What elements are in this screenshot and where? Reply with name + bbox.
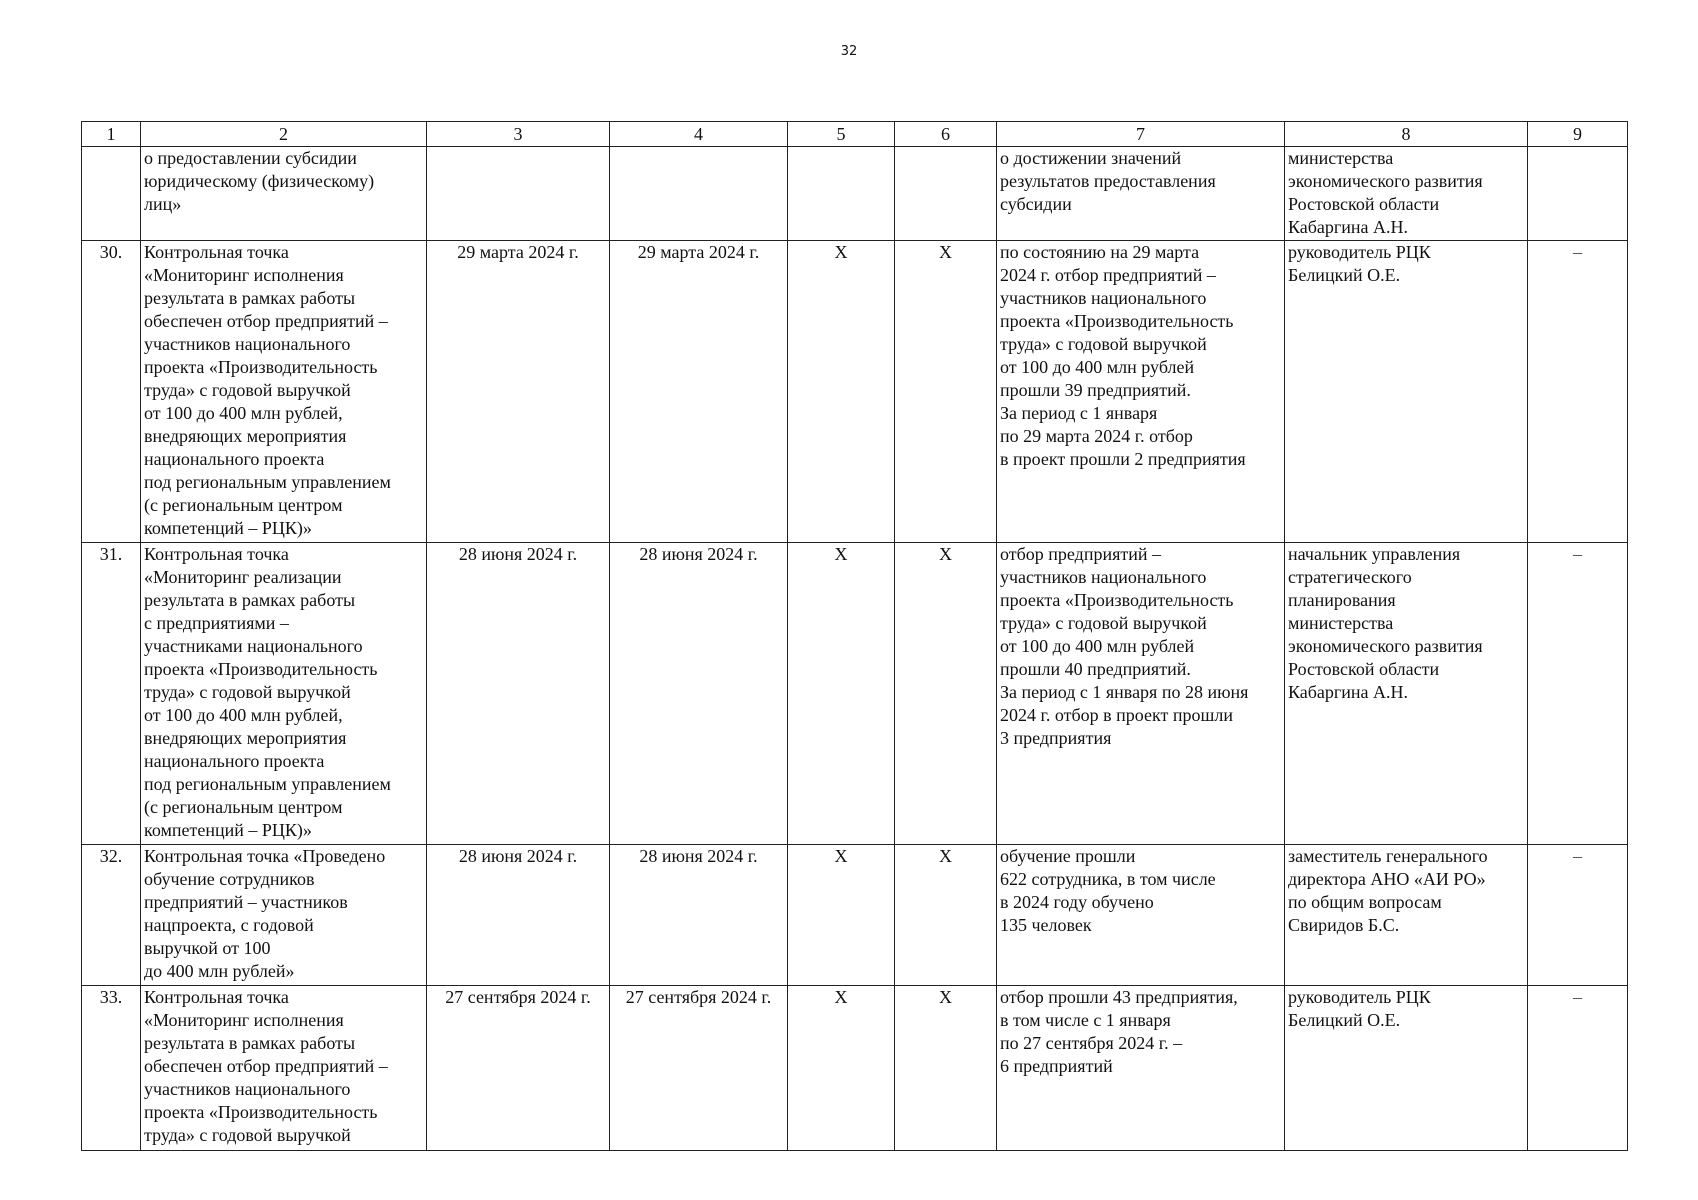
text-line: обучение сотрудников [144,869,315,889]
table-body [82,122,1628,1151]
row-number-cell: 33. [82,986,141,1151]
text-line: труда» с годовой выручкой [1000,613,1207,633]
start-date-cell: 28 июня 2024 г. [427,543,610,845]
description-cell [141,543,427,845]
text-line: обеспечен отбор предприятий – [144,1056,388,1076]
text-line: Белицкий О.Е. [1288,1010,1401,1030]
text-line: национального проекта [144,449,325,469]
end-date-cell: 29 марта 2024 г. [610,241,788,543]
col9-cell [1528,147,1628,241]
text-line: по 29 марта 2024 г. отбор [1000,426,1193,446]
text-line: За период с 1 января по 28 июня [1000,682,1249,702]
text-line: выручкой от 100 [144,938,271,958]
text-line: о предоставлении субсидии [144,148,357,168]
control-points-table [81,121,1628,1151]
description-cell [141,241,427,543]
col6-cell [895,147,997,241]
page-number: 32 [840,44,858,59]
text-line: нацпроекта, с годовой [144,915,314,935]
text-line: участниками национального [144,636,363,656]
text-line: участников национального [1000,288,1207,308]
text-line: 2024 г. отбор в проект прошли [1000,705,1233,725]
text-line: Контрольная точка «Проведено [144,846,386,866]
continuation-row [82,147,1628,241]
text-line: результата в рамках работы [144,288,356,308]
text-line: Кабаргина А.Н. [1288,217,1409,237]
text-line: руководитель РЦК [1288,242,1431,262]
text-line: компетенций – РЦК)» [144,820,312,840]
col6-cell: Х [895,986,997,1151]
col5-cell: Х [788,241,895,543]
text-line: планирования [1288,590,1396,610]
text-line: Свиридов Б.С. [1288,915,1400,935]
text-line: Кабаргина А.Н. [1288,682,1409,702]
text-line: внедряющих мероприятия [144,426,347,446]
text-line: под региональным управлением [144,774,391,794]
responsible-cell [1285,241,1528,543]
text-line: 622 сотрудника, в том числе [1000,869,1216,889]
text-line: проекта «Производительность [1000,590,1234,610]
text-line: труда» с годовой выручкой [144,380,351,400]
column-header: 9 [1528,122,1628,147]
text-line: национального проекта [144,751,325,771]
text-line: отбор прошли 43 предприятия, [1000,987,1238,1007]
table-row [82,845,1628,986]
text-line: участников национального [144,1079,351,1099]
col9-cell: – [1528,241,1628,543]
text-line: прошли 40 предприятий. [1000,659,1191,679]
text-line: отбор предприятий – [1000,544,1162,564]
text-line: результата в рамках работы [144,1033,356,1053]
row-number-cell: 31. [82,543,141,845]
text-line: заместитель генерального [1288,846,1488,866]
col5-cell [788,147,895,241]
text-line: (с региональным центром [144,495,343,515]
text-line: Ростовской области [1288,194,1440,214]
text-line: 3 предприятия [1000,728,1112,748]
text-line: под региональным управлением [144,472,391,492]
text-line: предприятий – участников [144,892,348,912]
text-line: «Мониторинг исполнения [144,265,344,285]
text-line: результата в рамках работы [144,590,356,610]
text-line: 6 предприятий [1000,1056,1113,1076]
text-line: по общим вопросам [1288,892,1442,912]
col9-cell: – [1528,543,1628,845]
text-line: экономического развития [1288,636,1483,656]
text-line: директора АНО «АИ РО» [1288,869,1486,889]
text-line: проекта «Производительность [144,357,378,377]
text-line: труда» с годовой выручкой [144,682,351,702]
col9-cell: – [1528,986,1628,1151]
column-header: 2 [141,122,427,147]
text-line: обучение прошли [1000,846,1136,866]
text-line: За период с 1 января [1000,403,1158,423]
row-number-cell [82,147,141,241]
text-line: от 100 до 400 млн рублей [1000,357,1195,377]
text-line: проекта «Производительность [144,1102,378,1122]
text-line: труда» с годовой выручкой [144,1125,351,1145]
table-row [82,241,1628,543]
description-cell [141,147,427,241]
col9-cell: – [1528,845,1628,986]
text-line: (с региональным центром [144,797,343,817]
end-date-cell [610,147,788,241]
text-line: компетенций – РЦК)» [144,518,312,538]
text-line: лиц» [144,194,182,214]
table-row [82,986,1628,1151]
text-line: Контрольная точка [144,544,289,564]
text-line: с предприятиями – [144,613,289,633]
result-cell [997,845,1285,986]
col5-cell: Х [788,986,895,1151]
column-header: 7 [997,122,1285,147]
column-number-row [82,122,1628,147]
col5-cell: Х [788,845,895,986]
text-line: от 100 до 400 млн рублей, [144,403,343,423]
start-date-cell [427,147,610,241]
start-date-cell: 27 сентября 2024 г. [427,986,610,1151]
text-line: министерства [1288,148,1394,168]
text-line: проекта «Производительность [1000,311,1234,331]
text-line: министерства [1288,613,1394,633]
text-line: Ростовской области [1288,659,1440,679]
text-line: до 400 млн рублей» [144,961,295,981]
col6-cell: Х [895,543,997,845]
text-line: субсидии [1000,194,1072,214]
responsible-cell [1285,986,1528,1151]
result-cell [997,986,1285,1151]
column-header: 3 [427,122,610,147]
table-row [82,543,1628,845]
text-line: в том числе с 1 января [1000,1010,1171,1030]
text-line: экономического развития [1288,171,1483,191]
end-date-cell: 28 июня 2024 г. [610,845,788,986]
start-date-cell: 28 июня 2024 г. [427,845,610,986]
text-line: «Мониторинг реализации [144,567,342,587]
text-line: труда» с годовой выручкой [1000,334,1207,354]
text-line: результатов предоставления [1000,171,1216,191]
text-line: от 100 до 400 млн рублей, [144,705,343,725]
text-line: проекта «Производительность [144,659,378,679]
row-number-cell: 32. [82,845,141,986]
text-line: стратегического [1288,567,1412,587]
responsible-cell [1285,845,1528,986]
text-line: участников национального [1000,567,1207,587]
text-line: руководитель РЦК [1288,987,1431,1007]
text-line: юридическому (физическому) [144,171,375,191]
responsible-cell [1285,543,1528,845]
text-line: участников национального [144,334,351,354]
text-line: прошли 39 предприятий. [1000,380,1191,400]
column-header: 1 [82,122,141,147]
text-line: Контрольная точка [144,242,289,262]
text-line: обеспечен отбор предприятий – [144,311,388,331]
col5-cell: Х [788,543,895,845]
text-line: по состоянию на 29 марта [1000,242,1200,262]
column-header: 8 [1285,122,1528,147]
text-line: по 27 сентября 2024 г. – [1000,1033,1183,1053]
text-line: от 100 до 400 млн рублей [1000,636,1195,656]
text-line: Контрольная точка [144,987,289,1007]
col6-cell: Х [895,241,997,543]
result-cell [997,241,1285,543]
col6-cell: Х [895,845,997,986]
text-line: 135 человек [1000,915,1092,935]
text-line: начальник управления [1288,544,1461,564]
text-line: внедряющих мероприятия [144,728,347,748]
text-line: «Мониторинг исполнения [144,1010,344,1030]
text-line: в проект прошли 2 предприятия [1000,449,1246,469]
text-line: Белицкий О.Е. [1288,265,1401,285]
end-date-cell: 27 сентября 2024 г. [610,986,788,1151]
description-cell [141,845,427,986]
description-cell [141,986,427,1151]
column-header: 6 [895,122,997,147]
text-line: в 2024 году обучено [1000,892,1154,912]
result-cell [997,543,1285,845]
text-line: о достижении значений [1000,148,1182,168]
column-header: 4 [610,122,788,147]
row-number-cell: 30. [82,241,141,543]
column-header: 5 [788,122,895,147]
start-date-cell: 29 марта 2024 г. [427,241,610,543]
result-cell [997,147,1285,241]
end-date-cell: 28 июня 2024 г. [610,543,788,845]
text-line: 2024 г. отбор предприятий – [1000,265,1216,285]
responsible-cell [1285,147,1528,241]
